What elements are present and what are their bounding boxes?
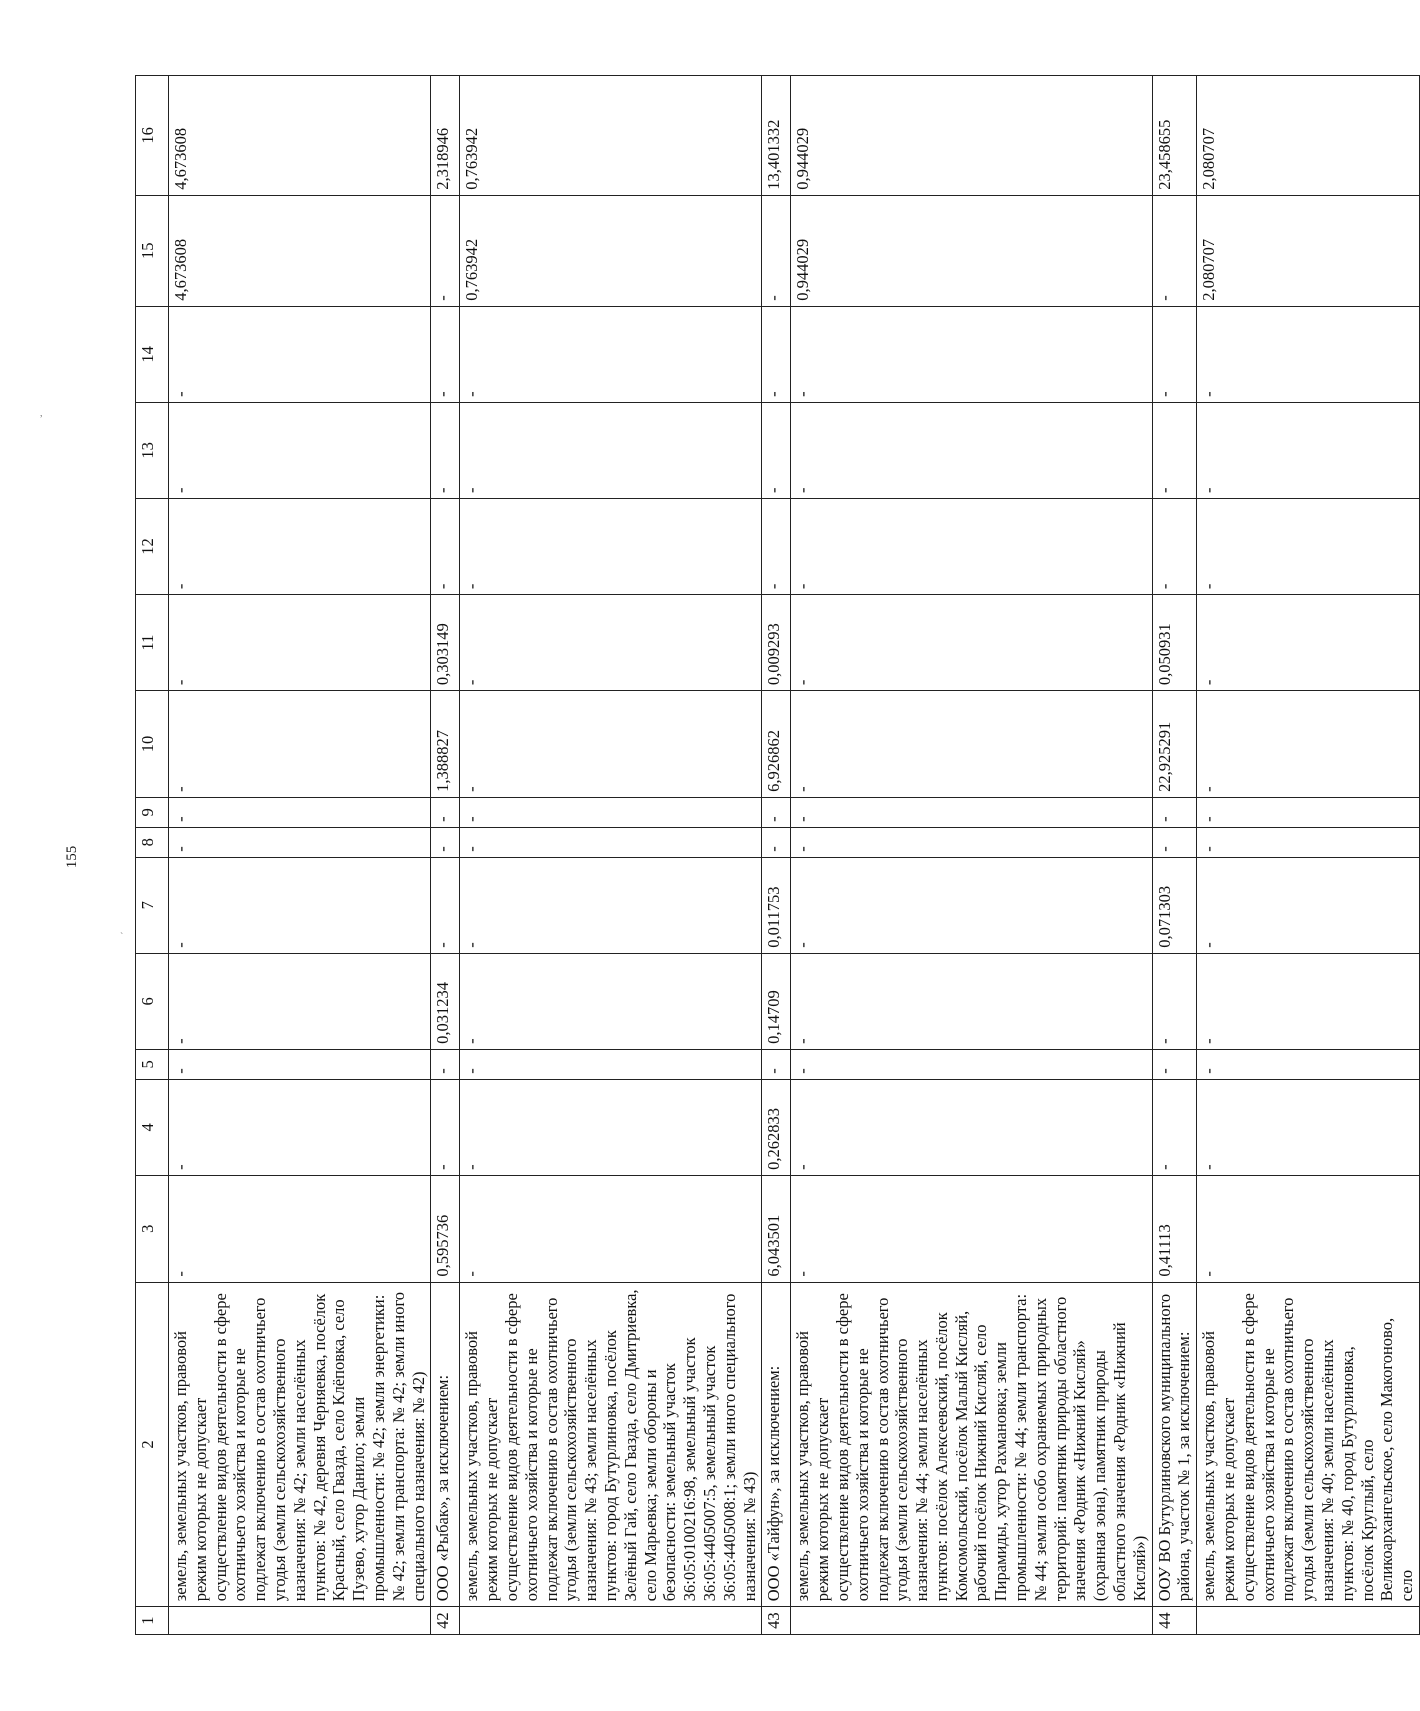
value-cell-col-7: 0,011753 [762,857,791,953]
value-cell-col-12: - [460,498,762,594]
value-cell-col-5: - [431,1049,460,1079]
value-cell-col-16: 0,944029 [791,76,1152,196]
value-cell-col-3: - [169,1175,431,1282]
column-header-10: 10 [136,691,169,798]
exclusion-row [169,76,431,1635]
value-cell-col-9: - [1197,797,1420,827]
value-cell-col-6: - [1197,953,1420,1049]
value-cell-col-13: - [460,402,762,498]
column-header-5: 5 [136,1049,169,1079]
value-cell-col-8: - [1152,827,1197,857]
row-number-cell: 43 [762,1607,791,1635]
value-cell-col-14: - [460,306,762,402]
value-cell-col-8: - [791,827,1152,857]
value-cell-col-13: - [1152,402,1197,498]
value-cell-col-16: 13,401332 [762,76,791,196]
column-header-4: 4 [136,1079,169,1175]
value-cell-col-12: - [791,498,1152,594]
row-number-cell [791,1607,1152,1635]
value-cell-col-15: 0,944029 [791,195,1152,306]
page-number: 155 [64,845,80,869]
value-cell-col-4: - [791,1079,1152,1175]
column-header-3: 3 [136,1175,169,1282]
value-cell-col-14: - [791,306,1152,402]
value-cell-col-9: - [762,797,791,827]
value-cell-col-8: - [431,827,460,857]
value-cell-col-16: 23,458655 [1152,76,1197,196]
value-cell-col-10: - [169,691,431,798]
column-header-2: 2 [136,1282,169,1607]
column-header-9: 9 [136,797,169,827]
exclusion-row [460,76,762,1635]
value-cell-col-3: 0,595736 [431,1175,460,1282]
value-cell-col-10: 1,388827 [431,691,460,798]
value-cell-col-6: - [169,953,431,1049]
value-cell-col-13: - [431,402,460,498]
value-cell-col-15: - [762,195,791,306]
column-header-15: 15 [136,195,169,306]
value-cell-col-4: 0,262833 [762,1079,791,1175]
value-cell-col-14: - [1152,306,1197,402]
value-cell-col-6: 0,031234 [431,953,460,1049]
description-cell: ООУ ВО Бутурлиновского муниципального района, участок № 1, за исключением: [1152,1282,1197,1607]
column-header-14: 14 [136,306,169,402]
value-cell-col-10: - [791,691,1152,798]
value-cell-col-4: - [1152,1079,1197,1175]
column-header-13: 13 [136,402,169,498]
value-cell-col-9: - [1152,797,1197,827]
description-cell: земель, земельных участков, правовой режим которых не допускает осуществление видов деятельности в сфере охотничьего хозяйства и которые не подлежат включению в состав охотничьего угодья (земли сельскохозяйственного назначения: № 40; земли населённых пунктов: № 40, город Бутурлиновка, посёлок Круглый, село Великоархангельское, село Макогоново, село [1197,1282,1420,1607]
value-cell-col-10: 6,926862 [762,691,791,798]
value-cell-col-9: - [431,797,460,827]
area-row [431,76,460,1635]
column-header-1: 1 [136,1607,169,1635]
row-number-cell [460,1607,762,1635]
value-cell-col-3: - [460,1175,762,1282]
column-header-6: 6 [136,953,169,1049]
value-cell-col-6: - [1152,953,1197,1049]
row-number-cell: 42 [431,1607,460,1635]
value-cell-col-11: - [1197,595,1420,691]
value-cell-col-7: - [1197,857,1420,953]
value-cell-col-16: 4,673608 [169,76,431,196]
value-cell-col-5: - [1152,1049,1197,1079]
value-cell-col-15: 2,080707 [1197,195,1420,306]
value-cell-col-14: - [431,306,460,402]
value-cell-col-10: - [460,691,762,798]
column-header-7: 7 [136,857,169,953]
value-cell-col-12: - [762,498,791,594]
description-cell: земель, земельных участков, правовой режим которых не допускает осуществление видов деятельности в сфере охотничьего хозяйства и которые не подлежат включению в состав охотничьего угодья (земли сельскохозяйственного назначения: № 43; земли населённых пунктов: город Бутурлиновка, посёлок Зелёный Гай, село Гвазда, село Дмитриевка, село Марьевка; земли обороны и безопасности: земельный участок 36:05:0100216:98, земельный участок 36:05:4405007:5, земельный участок 36:05:4405008:1; земли иного специального назначения: № 43) [460,1282,762,1607]
exclusion-row [791,76,1152,1635]
value-cell-col-3: 6,043501 [762,1175,791,1282]
value-cell-col-15: 0,763942 [460,195,762,306]
value-cell-col-4: - [169,1079,431,1175]
scan-speck: ` [120,932,124,943]
value-cell-col-4: - [431,1079,460,1175]
value-cell-col-11: 0,303149 [431,595,460,691]
value-cell-col-12: - [1152,498,1197,594]
value-cell-col-15: 4,673608 [169,195,431,306]
row-number-cell: 44 [1152,1607,1197,1635]
value-cell-col-8: - [762,827,791,857]
value-cell-col-11: - [460,595,762,691]
value-cell-col-5: - [460,1049,762,1079]
description-cell: ООО «Рыбак», за исключением: [431,1282,460,1607]
value-cell-col-15: - [1152,195,1197,306]
value-cell-col-3: - [1197,1175,1420,1282]
value-cell-col-9: - [791,797,1152,827]
value-cell-col-5: - [762,1049,791,1079]
value-cell-col-12: - [1197,498,1420,594]
value-cell-col-12: - [169,498,431,594]
description-cell: ООО «Тайфун», за исключением: [762,1282,791,1607]
description-cell: земель, земельных участков, правовой режим которых не допускает осуществление видов деятельности в сфере охотничьего хозяйства и которые не подлежат включению в состав охотничьего угодья (земли сельскохозяйственного назначения: № 44; земли населённых пунктов: посёлок Алексеевский, посёлок Комсомольский, посёлок Малый Кисляй, рабочий посёлок Нижний Кисляй, село Пирамиды, хутор Рахмановка; земли промышленности: № 44; земли транспорта: № 44; земли особо охраняемых природных территорий: памятник природы областного значения «Родник «Нижний Кисляй» (охранная зона), памятник природы областного значения «Родник «Нижний Кисляй») [791,1282,1152,1607]
value-cell-col-7: - [791,857,1152,953]
value-cell-col-12: - [431,498,460,594]
value-cell-col-11: - [169,595,431,691]
value-cell-col-8: - [460,827,762,857]
row-number-cell [1197,1607,1420,1635]
value-cell-col-10: 22,925291 [1152,691,1197,798]
value-cell-col-6: 0,14709 [762,953,791,1049]
value-cell-col-11: 0,050931 [1152,595,1197,691]
description-cell: земель, земельных участков, правовой режим которых не допускает осуществление видов деятельности в сфере охотничьего хозяйства и которые не подлежат включению в состав охотничьего угодья (земли сельскохозяйственного назначения: № 42; земли населённых пунктов: № 42, деревня Черняевка, посёлок Красный, село Гвазда, село Клёповка, село Пузево, хутор Данило; земли промышленности: № 42; земли энергетики: № 42; земли транспорта: № 42; земли иного специального назначения: № 42) [169,1282,431,1607]
value-cell-col-14: - [169,306,431,402]
value-cell-col-4: - [1197,1079,1420,1175]
column-header-11: 11 [136,595,169,691]
area-row [762,76,791,1635]
scan-speck: , [40,408,43,419]
column-header-12: 12 [136,498,169,594]
value-cell-col-13: - [762,402,791,498]
row-number-cell [169,1607,431,1635]
column-header-8: 8 [136,827,169,857]
value-cell-col-13: - [169,402,431,498]
value-cell-col-16: 2,080707 [1197,76,1420,196]
value-cell-col-3: 0,41113 [1152,1175,1197,1282]
value-cell-col-15: - [431,195,460,306]
exclusion-row [1197,76,1420,1635]
value-cell-col-5: - [791,1049,1152,1079]
value-cell-col-16: 0,763942 [460,76,762,196]
value-cell-col-7: - [460,857,762,953]
value-cell-col-3: - [791,1175,1152,1282]
value-cell-col-5: - [169,1049,431,1079]
value-cell-col-7: - [169,857,431,953]
value-cell-col-13: - [791,402,1152,498]
value-cell-col-6: - [460,953,762,1049]
value-cell-col-9: - [169,797,431,827]
value-cell-col-4: - [460,1079,762,1175]
area-row [1152,76,1197,1635]
value-cell-col-13: - [1197,402,1420,498]
value-cell-col-6: - [791,953,1152,1049]
value-cell-col-16: 2,318946 [431,76,460,196]
value-cell-col-14: - [1197,306,1420,402]
rotated-table-container [135,75,1417,1635]
column-header-16: 16 [136,76,169,196]
column-number-header [136,76,169,1635]
table-body [169,76,1420,1635]
value-cell-col-8: - [169,827,431,857]
value-cell-col-10: - [1197,691,1420,798]
value-cell-col-11: 0,009293 [762,595,791,691]
value-cell-col-7: - [431,857,460,953]
land-area-table [135,75,1420,1635]
value-cell-col-9: - [460,797,762,827]
value-cell-col-11: - [791,595,1152,691]
value-cell-col-7: 0,071303 [1152,857,1197,953]
value-cell-col-5: - [1197,1049,1420,1079]
value-cell-col-8: - [1197,827,1420,857]
value-cell-col-14: - [762,306,791,402]
